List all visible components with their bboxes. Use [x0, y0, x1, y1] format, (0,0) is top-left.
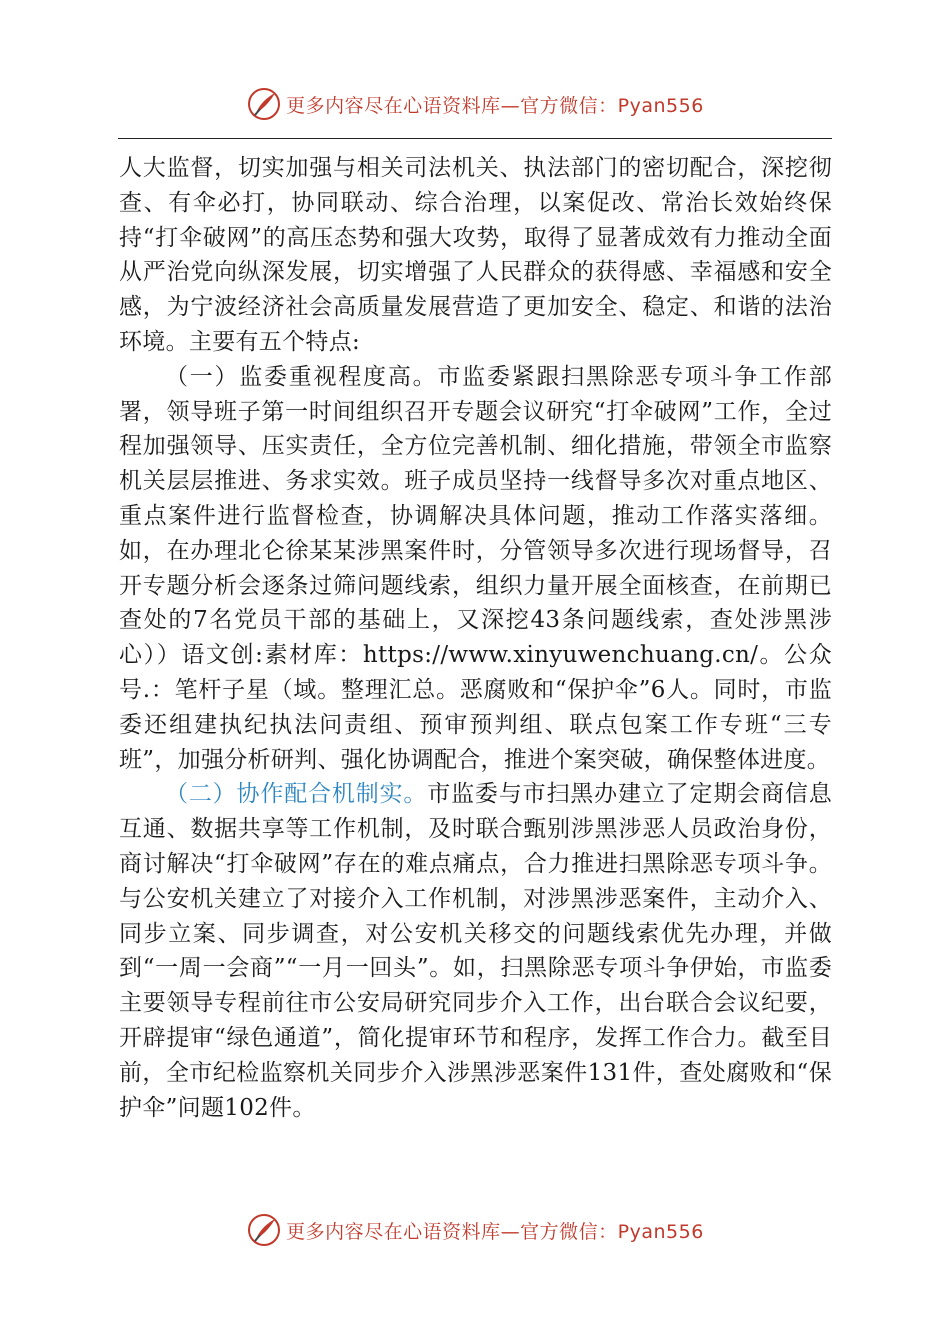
paragraph-section-1 [119, 360, 832, 778]
paragraph-section-2-text: 市监委与市扫黑办建立了定期会商信息互通、数据共享等工作机制，及时联合甄别涉黑涉恶人员政治身份，商讨解决“打伞破网”存在的难点痛点，合力推进扫黑除恶专项斗争。与公安机关建立了对接介入工作机制，对涉黑涉恶案件，主动介入、同步立案、同步调查，对公安机关移交的问题线索优先办理，并做到“一周一会商”“一月一回头”。如，扫黑除恶专项斗争伊始，市监委主要领导专程前往市公安局研究同步介入工作，出台联合会议纪要，开辟提审“绿色通道”，简化提审环节和程序，发挥工作合力。截至目前，全市纪检监察机关同步介入涉黑涉恶案件131件，查处腐败和“保护伞”问题102件。 [119, 781, 832, 1121]
banner-text: 更多内容尽在心语资料库—官方微信：Pyan556 [286, 1220, 704, 1243]
section-2-heading: （二）协作配合机制实。 [165, 781, 428, 808]
paragraph-section-2 [119, 777, 832, 1125]
header-banner [0, 84, 950, 124]
footer-banner [0, 1210, 950, 1250]
paragraph-section-1-text: （一）监委重视程度高。市监委紧跟扫黑除恶专项斗争工作部署，领导班子第一时间组织召开专题会议研究“打伞破网”工作，全过程加强领导、压实责任，全方位完善机制、细化措施，带领全市监察机关层层推进、务求实效。班子成员坚持一线督导多次对重点地区、重点案件进行监督检查，协调解决具体问题，推动工作落实落细。如，在办理北仑徐某某涉黑案件时，分管领导多次进行现场督导，召开专题分析会逐条过筛问题线索，组织力量开展全面核查，在前期已查处的7名党员干部的基础上，又深挖43条问题线索，查处涉黑涉心））语文创:素材库：https://www.xinyuwenchuang.cn/。公众号.：笔杆子星（域。整理汇总。恶腐败和“保护伞”6人。同时，市监委还组建执纪执法问责组、预审预判组、联点包案工作专班“三专班”，加强分析研判、强化协调配合，推进个案突破，确保整体进度。 [119, 363, 832, 773]
banner-text: 更多内容尽在心语资料库—官方微信：Pyan556 [286, 94, 704, 117]
quill-logo-icon [246, 1212, 282, 1248]
document-body [119, 151, 832, 1125]
paragraph-intro: 人大监督，切实加强与相关司法机关、执法部门的密切配合，深挖彻查、有伞必打，协同联动、综合治理，以案促改、常治长效始终保持“打伞破网”的高压态势和强大攻势，取得了显著成效有力推动全面从严治党向纵深发展，切实增强了人民群众的获得感、幸福感和安全感，为宁波经济社会高质量发展营造了更加安全、稳定、和谐的法治环境。主要有五个特点: [119, 155, 832, 355]
header-divider [118, 138, 832, 139]
quill-logo-icon [246, 86, 282, 122]
